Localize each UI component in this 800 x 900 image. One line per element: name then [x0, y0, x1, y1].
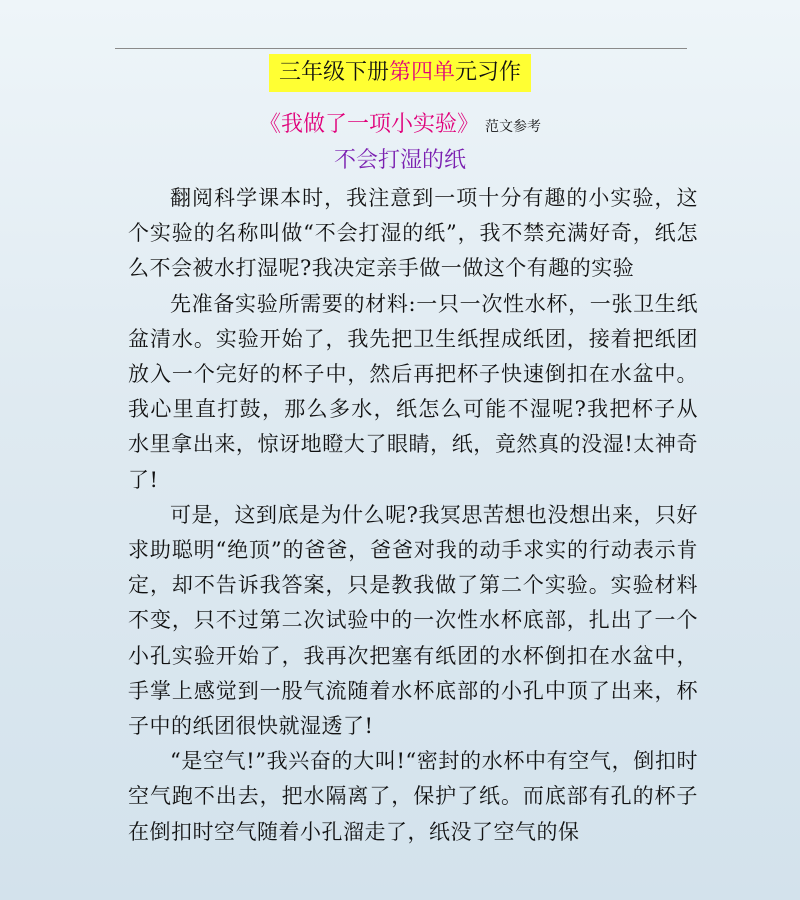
- paragraph: 可是，这到底是为什么呢?我冥思苦想也没想出来，只好求助聪明“绝顶”的爸爸，爸爸对我的动手求实的行动表示肯定，却不告诉我答案，只是教我做了第二个实验。实验材料不变，只不过第二次试验中的一次性水杯底部，扎出了一个小孔实验开始了，我再次把塞有纸团的水杯倒扣在水盆中，手掌上感觉到一股气流随着水杯底部的小孔中顶了出来，杯子中的纸团很快就湿透了!: [128, 502, 698, 739]
- title-block: [0, 54, 800, 92]
- reference-label: 范文参考: [485, 119, 541, 135]
- paragraph: “是空气!”我兴奋的大叫!“密封的水杯中有空气，倒扣时空气跑不出去，把水隔离了，保护了纸。而底部有孔的杯子在倒扣时空气随着小孔溜走了，纸没了空气的保: [128, 749, 698, 844]
- paragraph: 翻阅科学课本时，我注意到一项十分有趣的小实验，这个实验的名称叫做“不会打湿的纸”，我不禁充满好奇，纸怎么不会被水打湿呢?我决定亲手做一做这个有趣的实验: [128, 186, 698, 281]
- paragraph: 先准备实验所需要的材料:一只一次性水杯，一张卫生纸盆清水。实验开始了，我先把卫生纸捏成纸团，接着把纸团放入一个完好的杯子中，然后再把杯子快速倒扣在水盆中。我心里直打鼓，那么多水，纸怎么可能不湿呢?我把杯子从水里拿出来，惊讶地瞪大了眼睛，纸，竟然真的没湿!太神奇了!: [128, 291, 698, 492]
- subtitle: [0, 110, 800, 142]
- essay-body: [128, 181, 698, 850]
- title-highlight: 第四单: [388, 60, 455, 85]
- title-part-end: 元习作: [455, 60, 522, 85]
- essay-topic: 《我做了一项小实验》: [258, 112, 479, 137]
- page-title: [269, 54, 531, 92]
- essay-title: 不会打湿的纸: [333, 148, 466, 173]
- title-part: 三年级下册: [278, 60, 389, 85]
- top-divider: [115, 48, 687, 49]
